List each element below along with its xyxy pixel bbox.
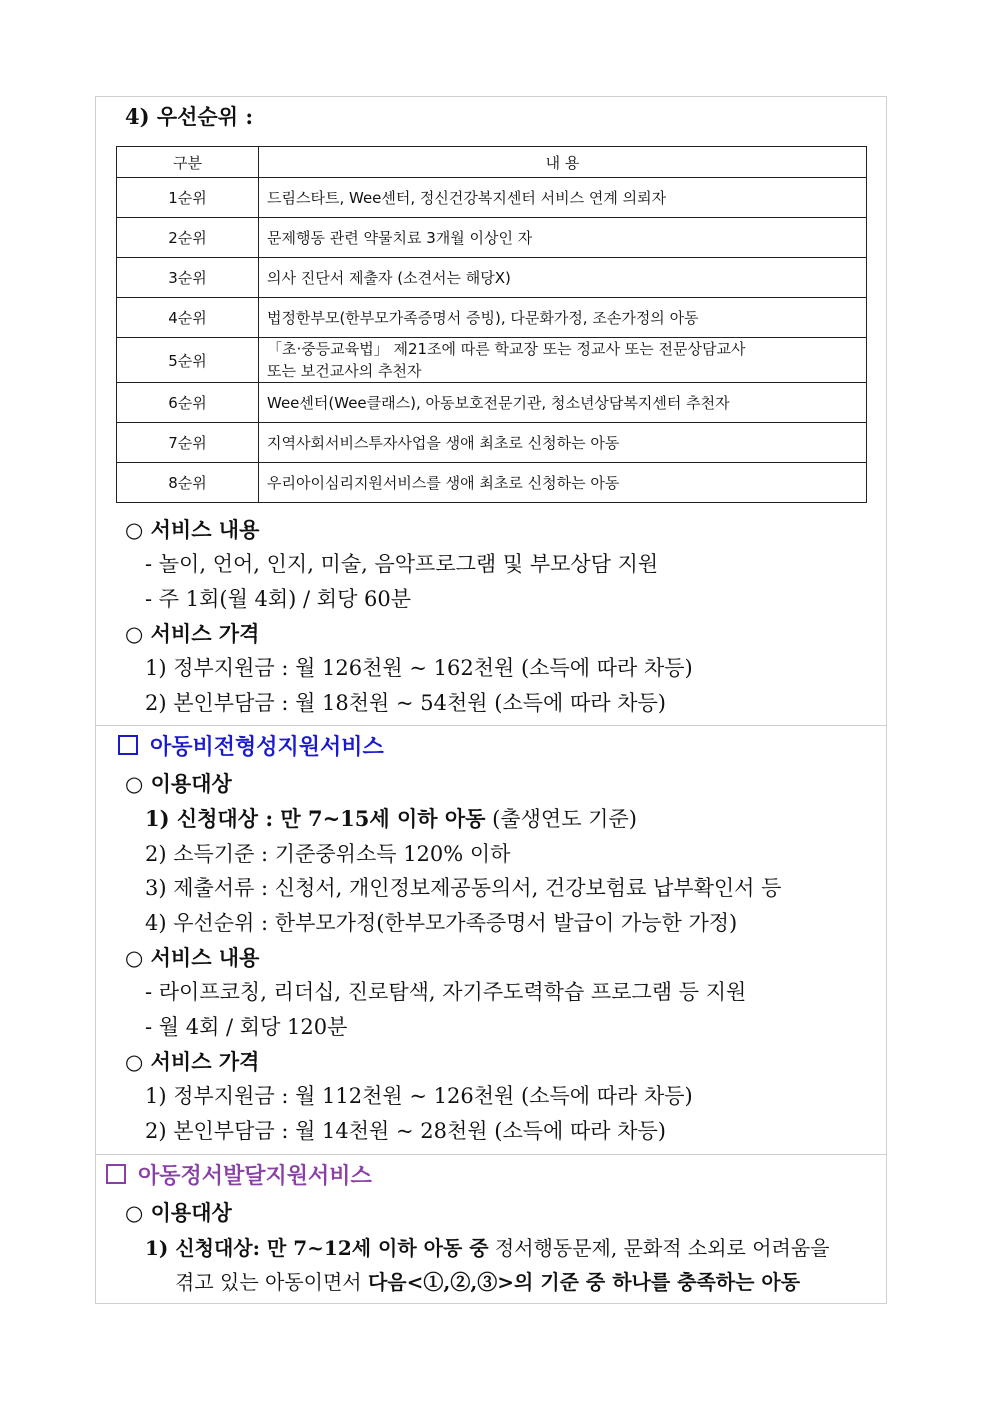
target-heading: ○ 이용대상 — [125, 771, 232, 796]
list-item: - 놀이, 언어, 인지, 미술, 음악프로그램 및 부모상담 지원 — [145, 552, 659, 576]
content-line: 또는 보건교사의 추천자 — [267, 362, 422, 380]
section-title-text: 아동정서발달지원서비스 — [138, 1164, 372, 1189]
content-cell — [259, 338, 867, 383]
service-price-heading: ○ 서비스 가격 — [125, 621, 260, 646]
content-cell: 드림스타트, Wee센터, 정신건강복지센터 서비스 연계 의뢰자 — [259, 178, 867, 218]
content-cell: 지역사회서비스투자사업을 생애 최초로 신청하는 아동 — [259, 423, 867, 463]
service-content-heading: ○ 서비스 내용 — [125, 945, 260, 970]
list-item: 3) 제출서류 : 신청서, 개인정보제공동의서, 건강보험료 납부확인서 등 — [145, 876, 782, 900]
service-content-heading: ○ 서비스 내용 — [125, 517, 260, 542]
list-item — [175, 1267, 800, 1297]
table-row — [117, 423, 867, 463]
content-line: 「초·중등교육법」 제21조에 따른 학교장 또는 정교사 또는 전문상담교사 — [267, 340, 746, 358]
checkbox-square-icon — [106, 1164, 126, 1184]
rank-cell: 4순위 — [117, 298, 259, 338]
rank-cell: 2순위 — [117, 218, 259, 258]
section-divider — [95, 725, 887, 726]
section-title-emotion — [106, 1162, 372, 1192]
col-header-rank: 구분 — [117, 147, 259, 178]
list-item: - 주 1회(월 4회) / 회당 60분 — [145, 587, 412, 611]
table-row — [117, 338, 867, 383]
plain-text: 겪고 있는 아동이면서 — [175, 1270, 368, 1294]
table-row — [117, 258, 867, 298]
content-cell: 문제행동 관련 약물치료 3개월 이상인 자 — [259, 218, 867, 258]
section-title-vision — [118, 733, 384, 763]
list-item: - 라이프코칭, 리더십, 진로탐색, 자기주도력학습 프로그램 등 지원 — [145, 980, 747, 1004]
table-row — [117, 383, 867, 423]
priority-table — [116, 146, 867, 503]
service-price-heading: ○ 서비스 가격 — [125, 1049, 260, 1074]
table-row — [117, 178, 867, 218]
rank-cell: 8순위 — [117, 463, 259, 503]
priority-heading: 4) 우선순위 : — [125, 104, 254, 129]
target-heading: ○ 이용대상 — [125, 1200, 232, 1225]
content-cell: 우리아이심리지원서비스를 생애 최초로 신청하는 아동 — [259, 463, 867, 503]
plain-text: 정서행동문제, 문화적 소외로 어려움을 — [488, 1236, 830, 1260]
list-item — [145, 1233, 830, 1263]
checkbox-square-icon — [118, 735, 138, 755]
content-cell: Wee센터(Wee클래스), 아동보호전문기관, 청소년상담복지센터 추천자 — [259, 383, 867, 423]
rank-cell: 1순위 — [117, 178, 259, 218]
list-item: 1) 정부지원금 : 월 126천원 ~ 162천원 (소득에 따라 차등) — [145, 656, 693, 680]
bold-text: 1) 신청대상 : 만 7~15세 이하 아동 — [145, 806, 486, 831]
rank-cell: 5순위 — [117, 338, 259, 383]
table-row — [117, 463, 867, 503]
rank-cell: 7순위 — [117, 423, 259, 463]
list-item: 2) 소득기준 : 기준중위소득 120% 이하 — [145, 842, 511, 866]
section-divider — [95, 1154, 887, 1155]
bold-text: 다음<①,②,③>의 기준 중 하나를 충족하는 아동 — [367, 1270, 801, 1294]
col-header-content: 내 용 — [259, 147, 867, 178]
list-item — [145, 804, 637, 834]
content-cell: 법정한부모(한부모가족증명서 증빙), 다문화가정, 조손가정의 아동 — [259, 298, 867, 338]
table-row — [117, 218, 867, 258]
list-item: 1) 정부지원금 : 월 112천원 ~ 126천원 (소득에 따라 차등) — [145, 1084, 693, 1108]
section-title-text: 아동비전형성지원서비스 — [150, 735, 384, 760]
rank-cell: 6순위 — [117, 383, 259, 423]
list-item: 2) 본인부담금 : 월 14천원 ~ 28천원 (소득에 따라 차등) — [145, 1119, 666, 1143]
rank-cell: 3순위 — [117, 258, 259, 298]
table-row — [117, 298, 867, 338]
bold-text: 1) 신청대상: 만 7~12세 이하 아동 중 — [145, 1236, 489, 1260]
list-item: - 월 4회 / 회당 120분 — [145, 1015, 348, 1039]
list-item: 2) 본인부담금 : 월 18천원 ~ 54천원 (소득에 따라 차등) — [145, 691, 666, 715]
content-cell: 의사 진단서 제출자 (소견서는 해당X) — [259, 258, 867, 298]
plain-text: (출생연도 기준) — [485, 807, 637, 831]
list-item: 4) 우선순위 : 한부모가정(한부모가족증명서 발급이 가능한 가정) — [145, 911, 738, 935]
